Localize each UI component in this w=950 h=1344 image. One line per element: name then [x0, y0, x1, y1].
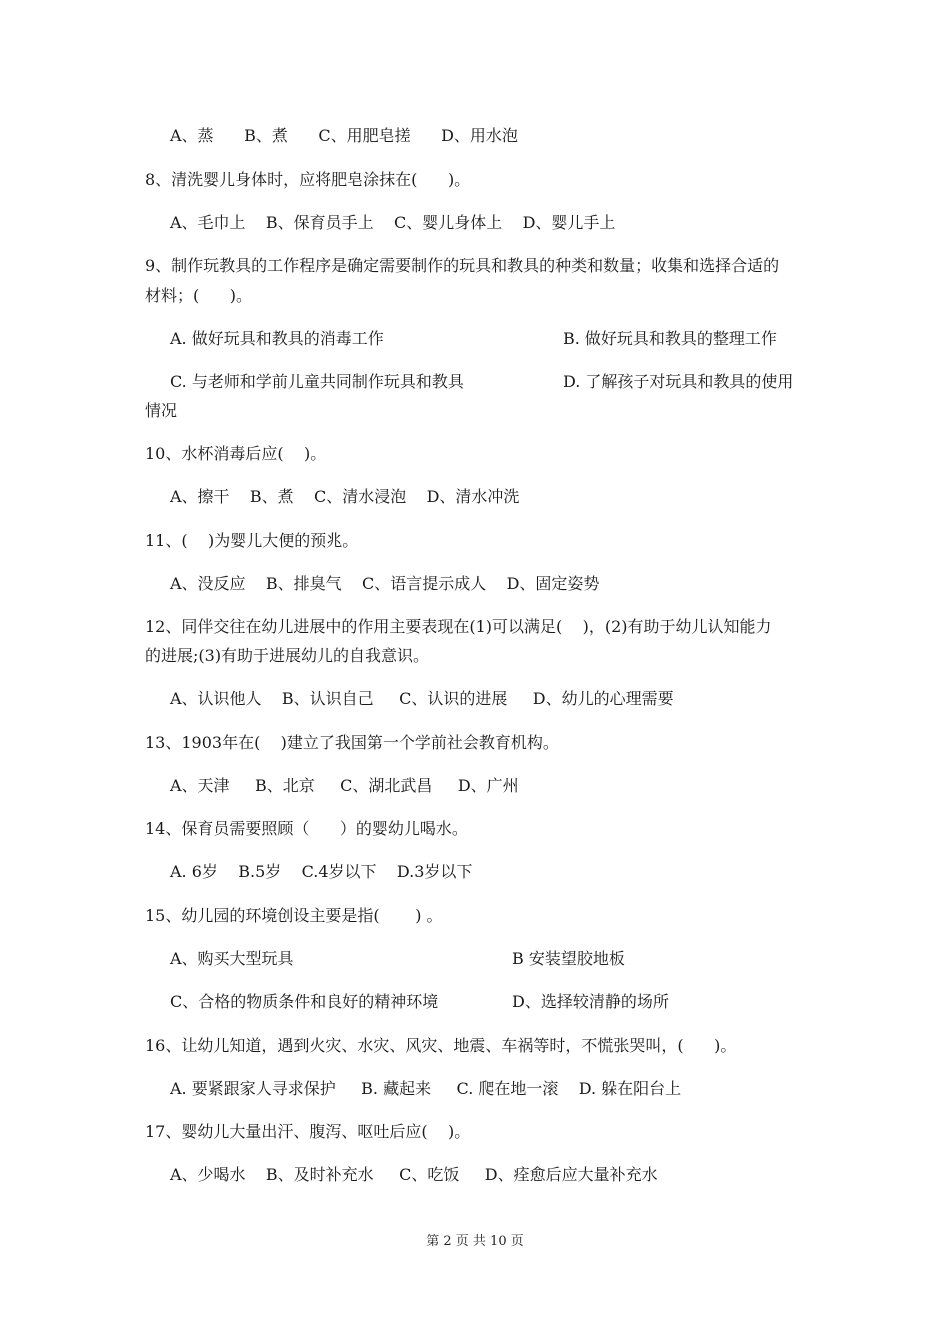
- q12-stem-line2: 的进展;(3)有助于进展幼儿的自我意识。: [145, 646, 430, 665]
- q9-option-d-cont: 情况: [145, 401, 178, 420]
- q8-stem: 8、清洗婴儿身体时，应将肥皂涂抹在( )。: [145, 170, 471, 189]
- q10-stem: 10、水杯消毒后应( )。: [145, 444, 327, 463]
- q15-option-b: B 安装望胶地板: [512, 949, 625, 968]
- q12-stem-line1: 12、同伴交往在幼儿进展中的作用主要表现在(1)可以满足( )，(2)有助于幼儿认知能力: [145, 617, 772, 636]
- q9-option-d: D. 了解孩子对玩具和教具的使用: [563, 372, 794, 391]
- q14-stem: 14、保育员需要照顾（ ）的婴幼儿喝水。: [145, 819, 468, 838]
- q9-stem-line2: 材料；( )。: [145, 286, 253, 305]
- q9-option-b: B. 做好玩具和教具的整理工作: [563, 329, 777, 348]
- q16-options: A. 要紧跟家人寻求保护 B. 藏起来 C. 爬在地一滚 D. 躲在阳台上: [170, 1079, 682, 1098]
- q15-option-a: A、购买大型玩具: [170, 949, 294, 968]
- q7-options: A、蒸 B、煮 C、用肥皂搓 D、用水泡: [170, 126, 518, 145]
- q15-stem: 15、幼儿园的环境创设主要是指( ) 。: [145, 906, 443, 925]
- q10-options: A、擦干 B、煮 C、清水浸泡 D、清水冲洗: [170, 487, 520, 506]
- q11-options: A、没反应 B、排臭气 C、语言提示成人 D、固定姿势: [170, 574, 600, 593]
- q9-option-a: A. 做好玩具和教具的消毒工作: [170, 329, 384, 348]
- q9-stem-line1: 9、制作玩教具的工作程序是确定需要制作的玩具和教具的种类和数量；收集和选择合适的: [145, 256, 780, 275]
- q13-options: A、天津 B、北京 C、湖北武昌 D、广州: [170, 776, 519, 795]
- page-number-footer: 第 2 页 共 10 页: [426, 1234, 524, 1249]
- q11-stem: 11、( )为婴儿大便的预兆。: [145, 531, 359, 550]
- q17-options: A、少喝水 B、及时补充水 C、吃饭 D、痊愈后应大量补充水: [170, 1165, 658, 1184]
- q15-option-c: C、合格的物质条件和良好的精神环境: [170, 992, 439, 1011]
- q13-stem: 13、1903年在( )建立了我国第一个学前社会教育机构。: [145, 733, 559, 752]
- q14-options: A. 6岁 B.5岁 C.4岁以下 D.3岁以下: [170, 862, 473, 881]
- q16-stem: 16、让幼儿知道，遇到火灾、水灾、风灾、地震、车祸等时，不慌张哭叫，( )。: [145, 1036, 737, 1055]
- q8-options: A、毛巾上 B、保育员手上 C、婴儿身体上 D、婴儿手上: [170, 213, 616, 232]
- q15-option-d: D、选择较清静的场所: [512, 992, 669, 1011]
- q12-options: A、认识他人 B、认识自己 C、认识的进展 D、幼儿的心理需要: [170, 689, 674, 708]
- q17-stem: 17、婴幼儿大量出汗、腹泻、呕吐后应( )。: [145, 1122, 471, 1141]
- q9-option-c: C. 与老师和学前儿童共同制作玩具和教具: [170, 372, 464, 391]
